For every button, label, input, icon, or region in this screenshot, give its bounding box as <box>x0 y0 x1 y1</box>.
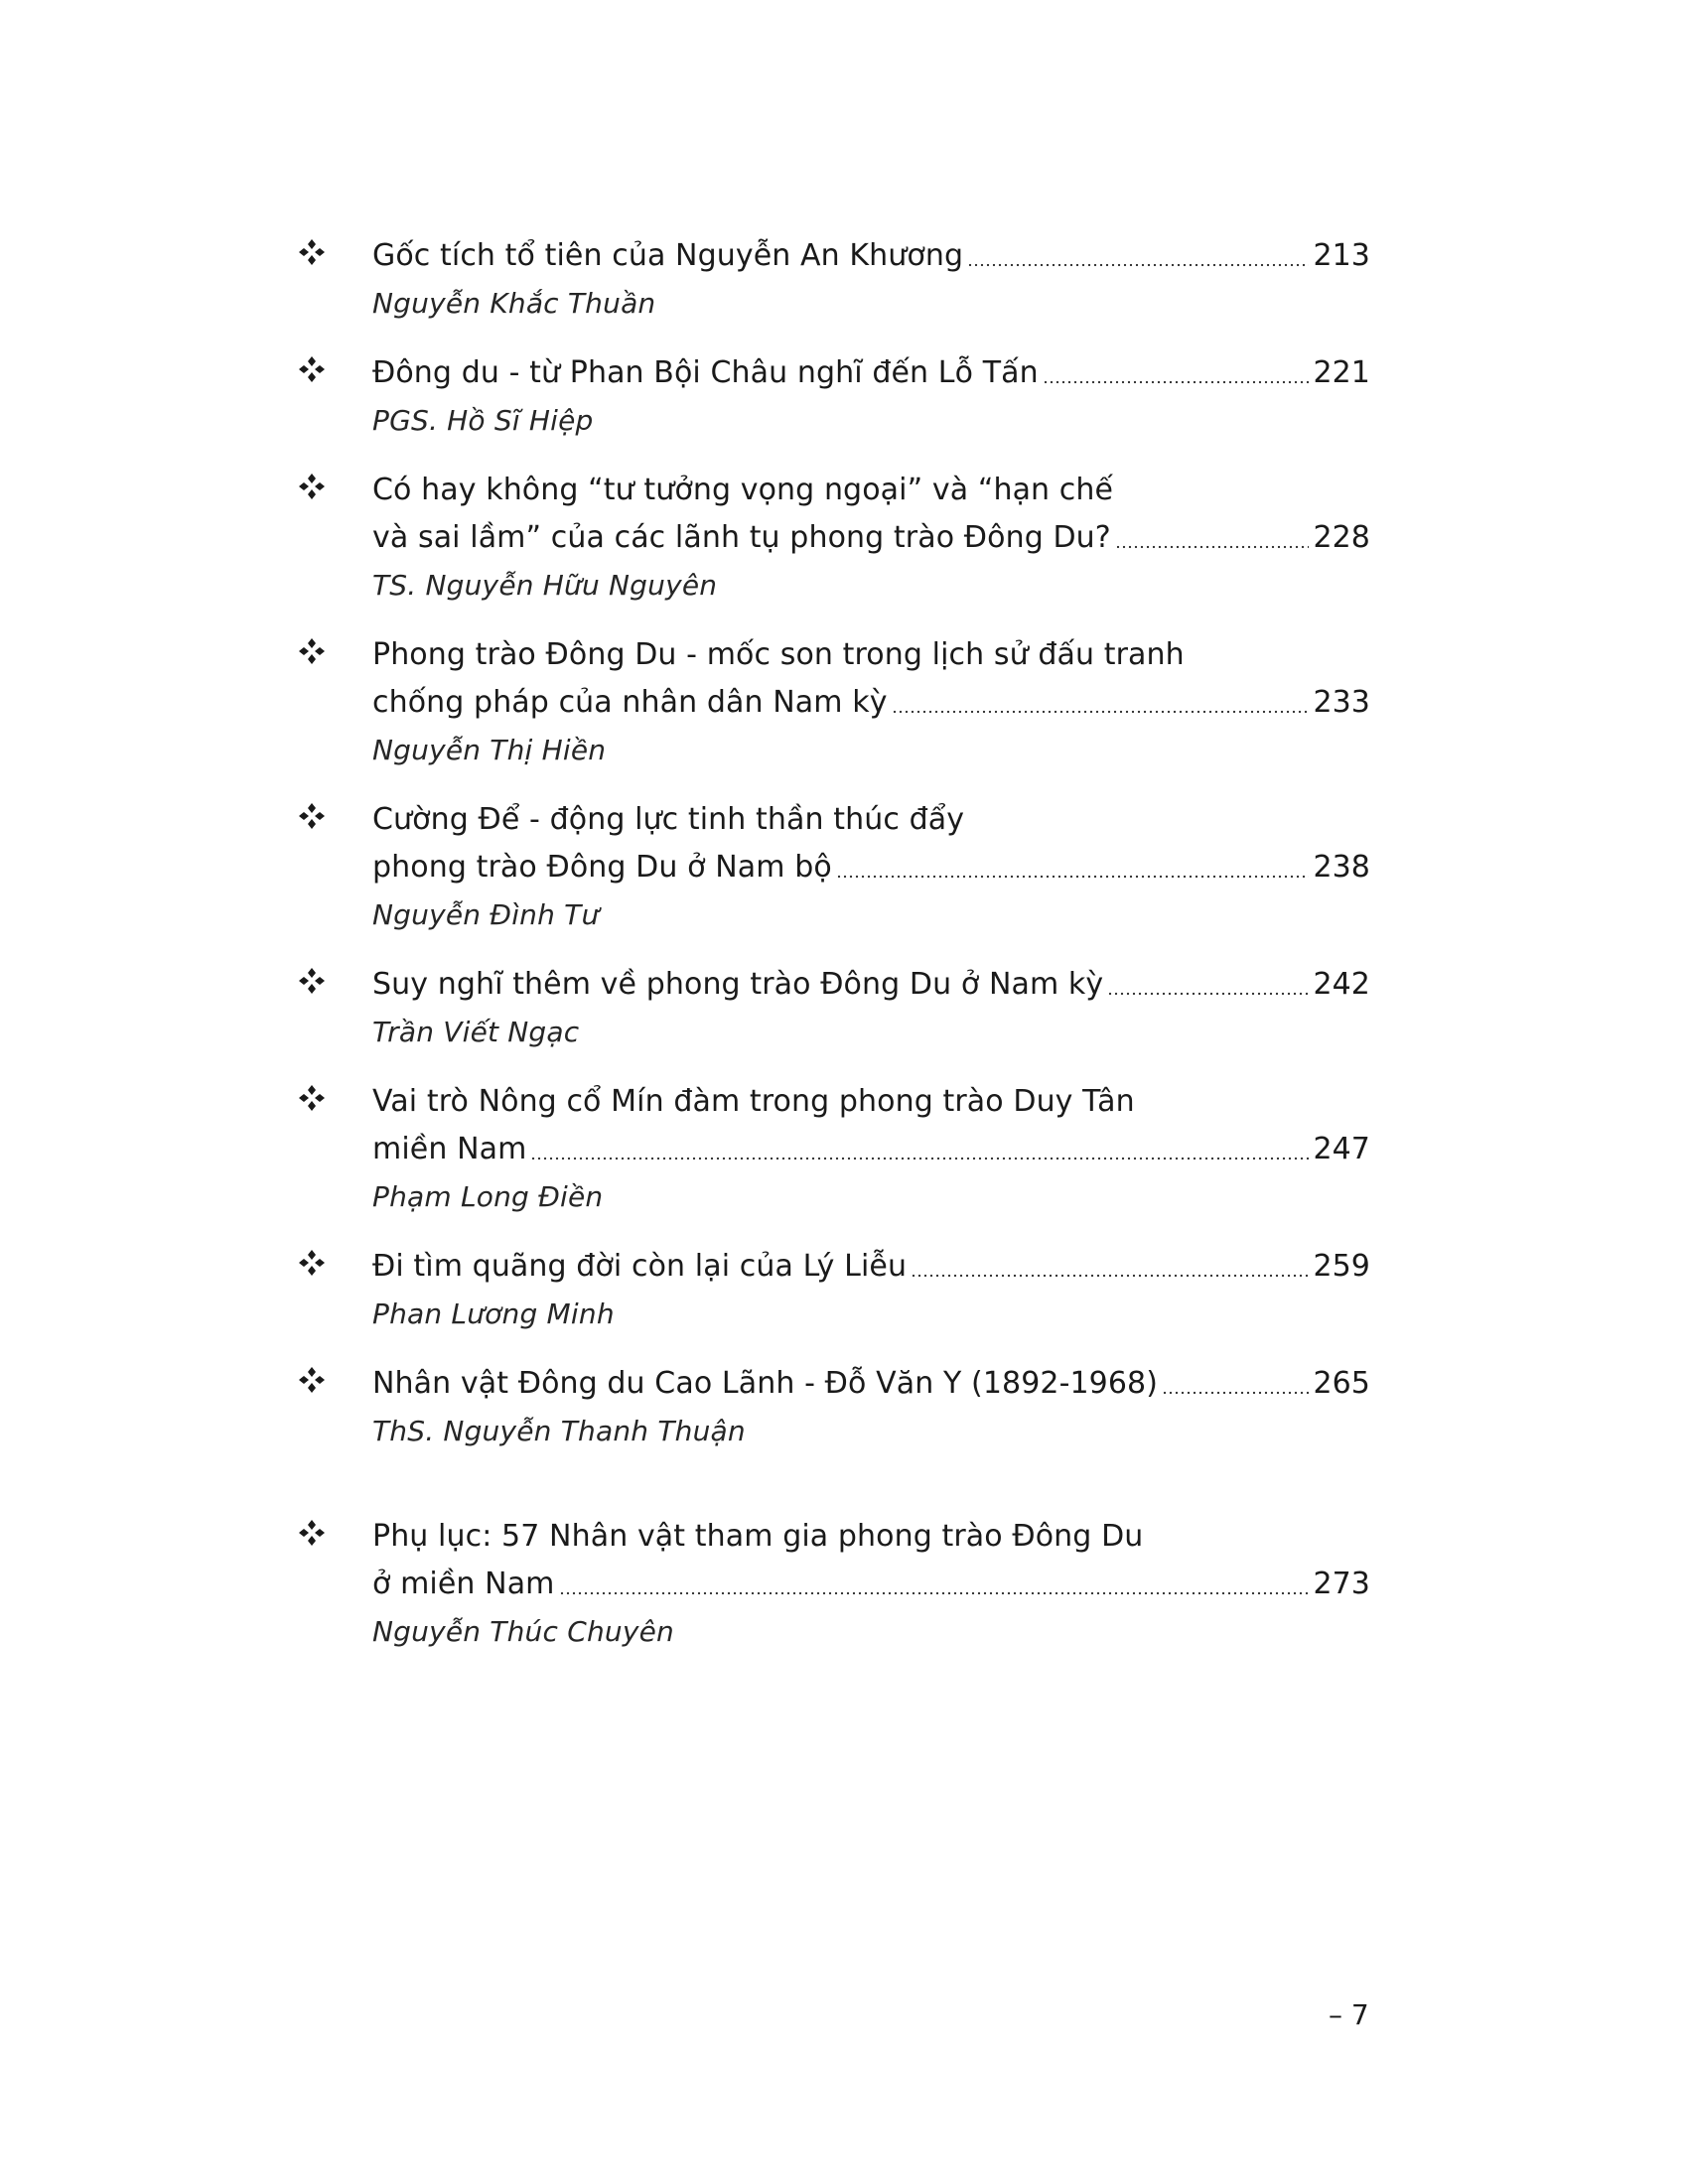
toc-title: Phụ lục: 57 Nhân vật tham gia phong trào Đông Du <box>372 1519 1144 1554</box>
toc-title: Có hay không “tư tưởng vọng ngoại” và “hạn chế <box>372 473 1114 507</box>
toc-author: Trần Viết Ngạc <box>372 1016 580 1048</box>
toc-entry <box>298 796 1370 939</box>
toc-title: Đông du - từ Phan Bội Châu nghĩ đến Lỗ Tấn <box>372 355 1039 390</box>
toc-entry <box>298 349 1370 445</box>
four-diamond-bullet-icon <box>298 637 326 665</box>
toc-title-continued: phong trào Đông Du ở Nam bộ <box>372 850 832 885</box>
four-diamond-bullet-icon <box>298 1249 326 1277</box>
toc-page-ref: 233 <box>1313 685 1370 720</box>
toc-entry <box>298 467 1370 610</box>
toc-title-line <box>372 232 1370 280</box>
dot-leader <box>892 709 1310 715</box>
toc-entry <box>298 1360 1370 1455</box>
dot-leader <box>1162 1390 1309 1396</box>
toc-author: Nguyễn Đình Tư <box>372 898 600 931</box>
four-diamond-bullet-icon <box>298 802 326 830</box>
toc-title: Gốc tích tổ tiên của Nguyễn An Khương <box>372 238 964 273</box>
toc-entry <box>298 631 1370 774</box>
toc-author: TS. Nguyễn Hữu Nguyên <box>372 569 718 602</box>
toc-title-line <box>372 1243 1370 1291</box>
toc-entry-appendix <box>298 1513 1370 1656</box>
toc-author: Phan Lương Minh <box>372 1297 615 1330</box>
four-diamond-bullet-icon <box>298 355 326 383</box>
toc-author: PGS. Hồ Sĩ Hiệp <box>372 404 594 437</box>
toc-author: Nguyễn Thúc Chuyên <box>372 1615 674 1648</box>
dot-leader <box>836 874 1310 880</box>
toc-entry <box>298 1243 1370 1338</box>
toc-title: Đi tìm quãng đời còn lại của Lý Liễu <box>372 1249 908 1284</box>
toc-author: Nguyễn Thị Hiền <box>372 734 607 766</box>
toc-title: Cường Để - động lực tinh thần thúc đẩy <box>372 802 965 837</box>
toc-author: Nguyễn Khắc Thuần <box>372 287 656 320</box>
dot-leader <box>1043 379 1310 385</box>
dot-leader <box>1107 991 1309 997</box>
four-diamond-bullet-icon <box>298 1519 326 1547</box>
toc-page-ref: 221 <box>1313 355 1370 390</box>
toc-entry <box>298 1078 1370 1221</box>
toc-title-line <box>372 1561 1370 1608</box>
toc-title: Phong trào Đông Du - mốc son trong lịch sử đấu tranh <box>372 637 1185 672</box>
toc-title-line <box>372 349 1370 397</box>
toc-entry <box>298 961 1370 1056</box>
toc-page-ref: 213 <box>1313 238 1370 273</box>
toc-page-ref: 228 <box>1313 520 1370 555</box>
toc-title: Vai trò Nông cổ Mín đàm trong phong trào Duy Tân <box>372 1084 1135 1119</box>
toc-title: Suy nghĩ thêm về phong trào Đông Du ở Nam kỳ <box>372 967 1104 1002</box>
four-diamond-bullet-icon <box>298 1366 326 1394</box>
toc-entry <box>298 232 1370 328</box>
toc-page-ref: 242 <box>1313 967 1370 1002</box>
dot-leader <box>1115 544 1310 550</box>
toc-title-continued: và sai lầm” của các lãnh tụ phong trào Đông Du? <box>372 520 1111 555</box>
toc-title-line <box>372 961 1370 1009</box>
toc-page-ref: 259 <box>1313 1249 1370 1284</box>
four-diamond-bullet-icon <box>298 473 326 500</box>
toc-page-ref: 265 <box>1313 1366 1370 1401</box>
toc-page-ref: 238 <box>1313 850 1370 885</box>
table-of-contents <box>298 232 1370 1678</box>
toc-author: ThS. Nguyễn Thanh Thuận <box>372 1415 746 1447</box>
four-diamond-bullet-icon <box>298 1084 326 1112</box>
dot-leader <box>530 1156 1309 1161</box>
toc-title-line <box>372 1126 1370 1173</box>
toc-author: Phạm Long Điền <box>372 1180 604 1213</box>
toc-title-line <box>372 514 1370 562</box>
toc-title-line <box>372 844 1370 891</box>
toc-page-ref: 247 <box>1313 1132 1370 1166</box>
dot-leader <box>911 1273 1309 1279</box>
dot-leader <box>559 1590 1310 1596</box>
toc-title-continued: ở miền Nam <box>372 1567 555 1601</box>
four-diamond-bullet-icon <box>298 238 326 266</box>
toc-page-ref: 273 <box>1313 1567 1370 1601</box>
dot-leader <box>967 262 1309 268</box>
toc-title-continued: miền Nam <box>372 1132 527 1166</box>
toc-title-continued: chống pháp của nhân dân Nam kỳ <box>372 685 888 720</box>
page-number: – 7 <box>1329 1998 1369 2031</box>
toc-title-line <box>372 1360 1370 1408</box>
four-diamond-bullet-icon <box>298 967 326 995</box>
toc-title-line <box>372 679 1370 727</box>
toc-title: Nhân vật Đông du Cao Lãnh - Đỗ Văn Y (1892-1968) <box>372 1366 1159 1401</box>
